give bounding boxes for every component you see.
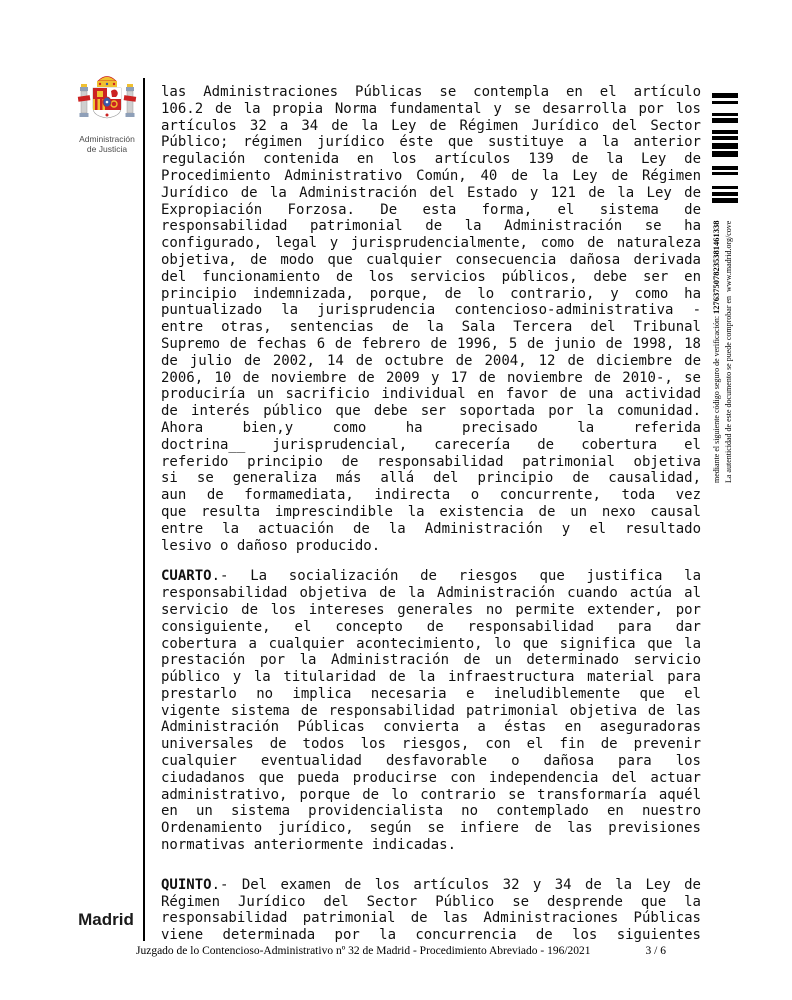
barcode-gap bbox=[712, 123, 738, 130]
text-line: que resulta imprescindible la existencia de un nexo causal bbox=[161, 503, 701, 520]
text-line: aun de formamediata, indirecta o concurrente, toda vez bbox=[161, 487, 701, 504]
text-line: CUARTO.- La socialización de riesgos que justifica la bbox=[161, 568, 701, 585]
page-footer bbox=[136, 945, 666, 957]
text-line: referido principio de responsabilidad patrimonial objetiva bbox=[161, 453, 701, 470]
text-line: Expropiación Forzosa. De esta forma, el sistema de bbox=[161, 201, 701, 218]
madrid-logo bbox=[77, 867, 135, 930]
text-line: de interés público que debe ser soportada por la comunidad. bbox=[161, 403, 701, 420]
text-line: si se generaliza más allá del principio de causalidad, bbox=[161, 470, 701, 487]
text-line: viene determinada por la concurrencia de los siguientes bbox=[161, 927, 701, 944]
madrid-flag-icon bbox=[77, 867, 135, 908]
text-line: 2006, 10 de noviembre de 2009 y 17 de noviembre de 2010-, se bbox=[161, 369, 701, 386]
text-line: Ahora bien,y como ha precisado la referida bbox=[161, 419, 701, 436]
barcode-gap bbox=[712, 175, 738, 186]
verification-code-prefix: mediante el siguiente código seguro de verificación: bbox=[712, 313, 721, 483]
verification-text-line2 bbox=[702, 209, 721, 491]
text-line: del funcionamiento de los servicios públicos, debe ser en bbox=[161, 268, 701, 285]
text-line: de julio de 2002, 14 de octubre de 2004, 12 de diciembre de bbox=[161, 352, 701, 369]
text-line: universales de todos los riesgos, con el fin de prevenir bbox=[161, 736, 701, 753]
text-line: QUINTO.- Del examen de los artículos 32 y 34 de la Ley de bbox=[161, 876, 701, 893]
coat-of-arms-icon bbox=[76, 72, 138, 128]
paragraph-cuarto bbox=[161, 568, 701, 854]
text-line: artículos 32 a 34 de la Ley de Régimen Jurídico del Sector bbox=[161, 117, 701, 134]
logo-caption-line1: Administración bbox=[79, 134, 135, 144]
left-margin-rule bbox=[143, 78, 145, 941]
text-line: responsabilidad patrimonial de las Administraciones Públicas bbox=[161, 910, 701, 927]
text-line: Jurídico de la Administración del Estado y 121 de la Ley de bbox=[161, 184, 701, 201]
madrid-stars-row2: ★★★ bbox=[91, 886, 121, 899]
verification-sentence: La autenticidad de este documento se puede comprobar en www.madrid.org/cove bbox=[724, 220, 733, 483]
madrid-wordmark: Madrid bbox=[78, 910, 134, 929]
text-line: normativas anteriormente indicadas. bbox=[161, 837, 457, 854]
text-line: regulación contenida en los artículos 139 de la Ley de bbox=[161, 151, 701, 168]
text-line: prestarlo no implica necesaria e ineludiblemente que el bbox=[161, 685, 701, 702]
text-line: Público; régimen jurídico éste que sustituye a la anterior bbox=[161, 134, 701, 151]
text-line: ciudadanos que pueda producirse con independencia del actuar bbox=[161, 769, 701, 786]
text-line: servicio de los intereses generales no permite extender, por bbox=[161, 601, 701, 618]
text-line: administrativo, porque de lo contrario se transformaría aquél bbox=[161, 786, 701, 803]
text-line: responsabilidad objetiva de la Administración cuando actúa al bbox=[161, 585, 701, 602]
text-line: cualquier eventualidad desfavorable o dañosa para los bbox=[161, 753, 701, 770]
verification-code: 1276375078235381461338 bbox=[711, 220, 721, 314]
text-line: las Administraciones Públicas se contempla en el artículo bbox=[161, 84, 701, 100]
text-line: Supremo de fechas 6 de febrero de 1996, 5 de junio de 1998, 18 bbox=[161, 335, 701, 352]
text-line: Ordenamiento jurídico, según se infiere de las previsiones bbox=[161, 820, 701, 837]
text-line: público y la titularidad de la infraestructura material para bbox=[161, 669, 701, 686]
text-line: Administración Públicas convierta a éstas en aseguradoras bbox=[161, 719, 701, 736]
barcode-gap bbox=[712, 104, 738, 113]
madrid-stars-row1: ★★★★ bbox=[87, 875, 125, 888]
footer-page-indicator: 3 / 6 bbox=[645, 945, 666, 957]
text-line: Procedimiento Administrativo Común, 40 de la Ley de Régimen bbox=[161, 167, 701, 184]
text-line: entre la actuación de la Administración y el resultado bbox=[161, 520, 701, 537]
text-line: consiguiente, el concepto de responsabilidad para dar bbox=[161, 618, 701, 635]
text-line: configurado, legal y jurisprudencialmente, como de naturaleza bbox=[161, 235, 701, 252]
text-line: entre otras, sentencias de la Sala Tercera del Tribunal bbox=[161, 319, 701, 336]
text-line: 106.2 de la propia Norma fundamental y se desarrolla por los bbox=[161, 100, 701, 117]
text-line: objetiva, de modo que cualquier consecuencia dañosa derivada bbox=[161, 251, 701, 268]
paragraph-quinto bbox=[161, 877, 701, 944]
text-line: puntualizado la jurisprudencia contencioso-administrativa - bbox=[161, 302, 701, 319]
barcode bbox=[712, 93, 738, 203]
text-line: produciría un sacrificio individual en favor de una actividad bbox=[161, 386, 701, 403]
footer-court-line: Juzgado de lo Contencioso-Administrativo nº 32 de Madrid - Procedimiento Abreviado - 196/2021 bbox=[136, 945, 591, 957]
logo-caption bbox=[76, 134, 138, 154]
text-line: lesivo o dañoso producido. bbox=[161, 537, 381, 554]
document-body bbox=[161, 84, 701, 944]
text-line: doctrina__ jurisprudencial, carecería de cobertura el bbox=[161, 436, 701, 453]
logo-caption-line2: de Justicia bbox=[86, 144, 128, 154]
text-line: Régimen Jurídico del Sector Público se desprende que la bbox=[161, 893, 701, 910]
text-line: principio indemnizada, porque, de lo contrario, y como ha bbox=[161, 285, 701, 302]
text-line: cobertura a cualquier acontecimiento, lo que significa que la bbox=[161, 635, 701, 652]
text-line: en un sistema providencialista no contemplado en nuestro bbox=[161, 803, 701, 820]
paragraph-tercero-continuation bbox=[161, 84, 701, 554]
text-line: responsabilidad patrimonial de la Administración se ha bbox=[161, 218, 701, 235]
text-line: vigente sistema de responsabilidad patrimonial objetiva de las bbox=[161, 702, 701, 719]
text-line: prestación por la Administración de un determinado servicio bbox=[161, 652, 701, 669]
justice-administration-logo bbox=[76, 72, 138, 154]
barcode-gap bbox=[712, 157, 738, 166]
barcode-bar bbox=[712, 198, 738, 203]
